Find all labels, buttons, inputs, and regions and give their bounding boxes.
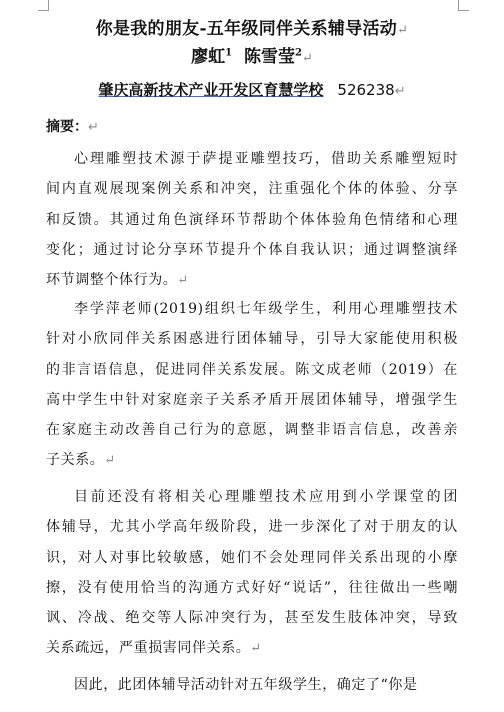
text-line: 高中学生中针对家庭亲子关系矛盾开展团体辅导，增强学生 [46, 391, 458, 408]
paragraph [46, 482, 458, 665]
text-line: 环节调整个体行为。↵ [46, 272, 189, 289]
text-line: 子关系。↵ [46, 452, 116, 469]
author-superscript: 1 [225, 47, 233, 59]
paragraph-mark-icon: ↵ [250, 641, 262, 657]
text-line: 体辅导，尤其小学高年级阶段，进一步深化了对于朋友的认 [46, 519, 458, 536]
text-line: 在家庭主动改善自己行为的意愿，调整非语言信息，改善亲 [46, 422, 458, 439]
postal-code: 526238 [337, 81, 395, 99]
abstract-label: 摘要：↵ [46, 119, 99, 135]
margin-corner-right [458, 0, 469, 11]
author-name: 陈雪莹 [243, 47, 295, 67]
text-line: 擦，没有使用恰当的沟通方式好好“说话”，往往做出一些嘲 [46, 579, 458, 596]
text-line: 的非言语信息，促进同伴关系发展。陈文成老师（2019）在 [46, 361, 458, 378]
affiliation [0, 79, 504, 100]
text-line: 心理雕塑技术源于萨提亚雕塑技巧，借助关系雕塑短时 [74, 151, 458, 167]
text-line: 识，对人对事比较敏感，她们不会处理同伴关系出现的小摩 [46, 549, 458, 566]
paragraph-mark-icon: ↵ [104, 453, 116, 469]
paragraph [46, 294, 458, 477]
text-line: 讽、冷战、绝交等人际冲突行为，甚至发生肢体冲突，导致 [46, 610, 458, 627]
paragraph-mark-icon: ↵ [177, 273, 189, 289]
text-line: 李学萍老师(2019)组织七年级学生，利用心理雕塑技术 [74, 301, 458, 317]
text-line: 关系疏远，严重损害同伴关系。↵ [46, 640, 262, 657]
margin-corner-left [38, 0, 49, 11]
paragraph [46, 144, 458, 296]
text-line: 因此，此团体辅导活动针对五年级学生，确定了“你是 [74, 677, 418, 693]
paragraph-mark-icon: ↵ [394, 84, 406, 99]
text-line: 针对小欣同伴关系困惑进行团体辅导，引导大家能使用积极 [46, 331, 458, 348]
text-line: 变化；通过讨论分享环节提升个体自我认识；通过调整演绎 [46, 241, 458, 258]
text-line: 间内直观展现案例关系和冲突，注重强化个体的体验、分享 [46, 181, 458, 198]
document-title: 你是我的朋友-五年级同伴关系辅导活动↵ [95, 19, 409, 39]
paragraph [46, 670, 458, 700]
paragraph-mark-icon: ↵ [88, 120, 99, 135]
paragraph-mark-icon: ↵ [397, 23, 409, 38]
author-line [0, 42, 504, 67]
author-name: 廖虹 [191, 47, 226, 67]
school-name: 肇庆高新技术产业开发区育慧学校 [98, 81, 324, 99]
author-superscript: 2 [294, 47, 302, 59]
text-line: 和反馈。其通过角色演绎环节帮助个体体验角色情绪和心理 [46, 211, 458, 228]
paragraph-mark-icon: ↵ [301, 51, 313, 66]
text-line: 目前还没有将相关心理雕塑技术应用到小学课堂的团 [74, 489, 458, 505]
